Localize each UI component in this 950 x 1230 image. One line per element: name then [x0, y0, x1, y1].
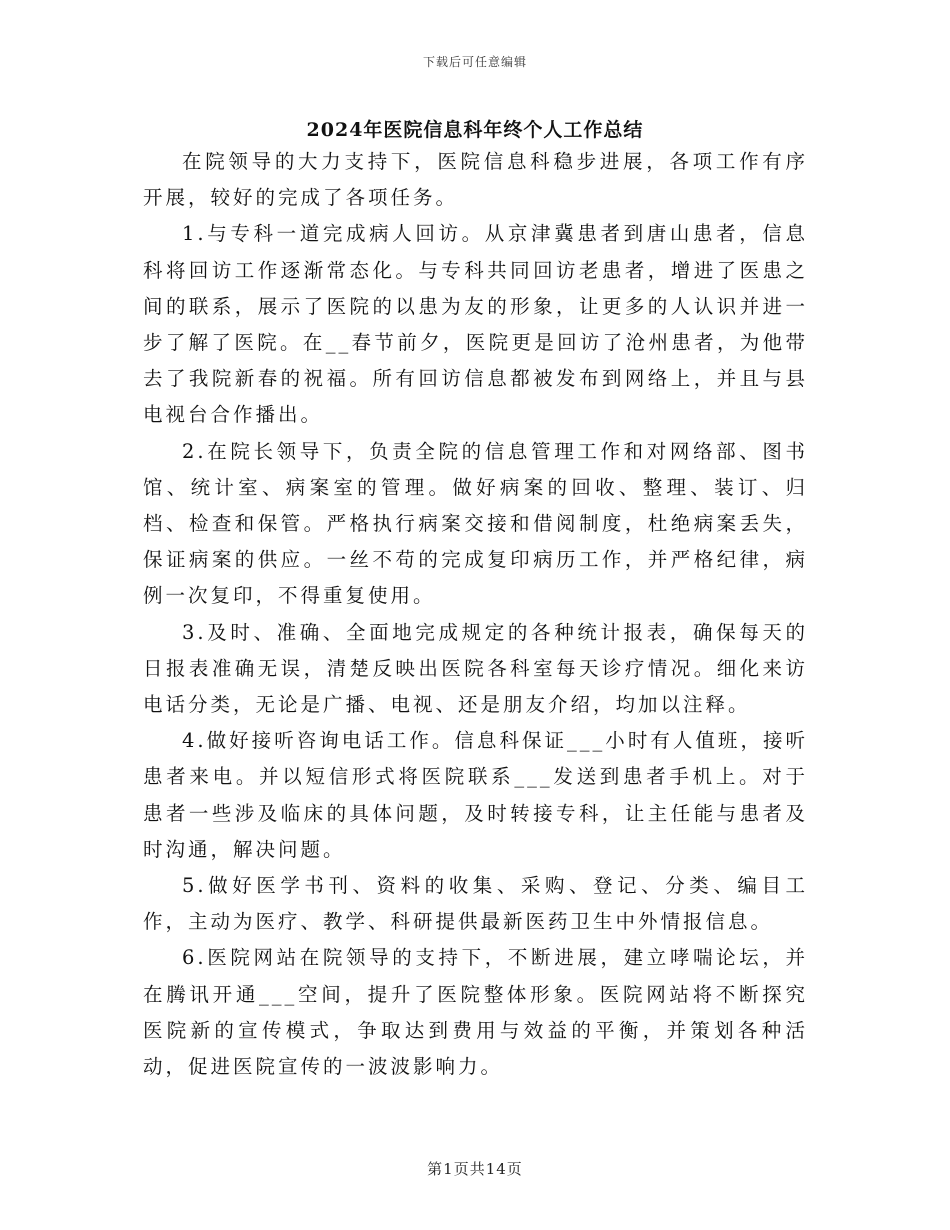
paragraph-item-5: 5.做好医学书刊、资料的收集、采购、登记、分类、编目工作，主动为医疗、教学、科研提供最新医药卫生中外情报信息。: [143, 874, 808, 934]
paragraph-item-6: 6.医院网站在院领导的支持下，不断进展，建立哮喘论坛，并在腾讯开通___空间，提升了医院整体形象。医院网站将不断探究医院新的宣传模式，争取达到费用与效益的平衡，并策划各种活动，促进医院宣传的一波波影响力。: [143, 946, 808, 1079]
page-number: 第1页共14页: [427, 1160, 523, 1178]
page-header-note: 下载后可任意编辑: [422, 55, 527, 69]
document-title: 2024年医院信息科年终个人工作总结: [306, 119, 644, 141]
paragraph-item-2: 2.在院长领导下，负责全院的信息管理工作和对网络部、图书馆、统计室、病案室的管理。做好病案的回收、整理、装订、归档、检查和保管。严格执行病案交接和借阅制度，杜绝病案丢失，保证病案的供应。一丝不苟的完成复印病历工作，并严格纪律，病例一次复印，不得重复使用。: [143, 439, 808, 608]
paragraph-intro: 在院领导的大力支持下，医院信息科稳步进展，各项工作有序开展，较好的完成了各项任务。: [143, 150, 808, 210]
document-body: [143, 144, 808, 1085]
paragraph-item-3: 3.及时、准确、全面地完成规定的各种统计报表，确保每天的日报表准确无误，清楚反映出医院各科室每天诊疗情况。细化来访电话分类，无论是广播、电视、还是朋友介绍，均加以注释。: [143, 620, 808, 717]
paragraph-item-1: 1.与专科一道完成病人回访。从京津冀患者到唐山患者，信息科将回访工作逐渐常态化。与专科共同回访老患者，增进了医患之间的联系，展示了医院的以患为友的形象，让更多的人认识并进一步了解了医院。在__春节前夕，医院更是回访了沧州患者，为他带去了我院新春的祝福。所有回访信息都被发布到网络上，并且与县电视台合作播出。: [143, 222, 808, 427]
paragraph-item-4: 4.做好接听咨询电话工作。信息科保证___小时有人值班，接听患者来电。并以短信形式将医院联系___发送到患者手机上。对于患者一些涉及临床的具体问题，及时转接专科，让主任能与患者及时沟通，解决问题。: [143, 729, 808, 861]
